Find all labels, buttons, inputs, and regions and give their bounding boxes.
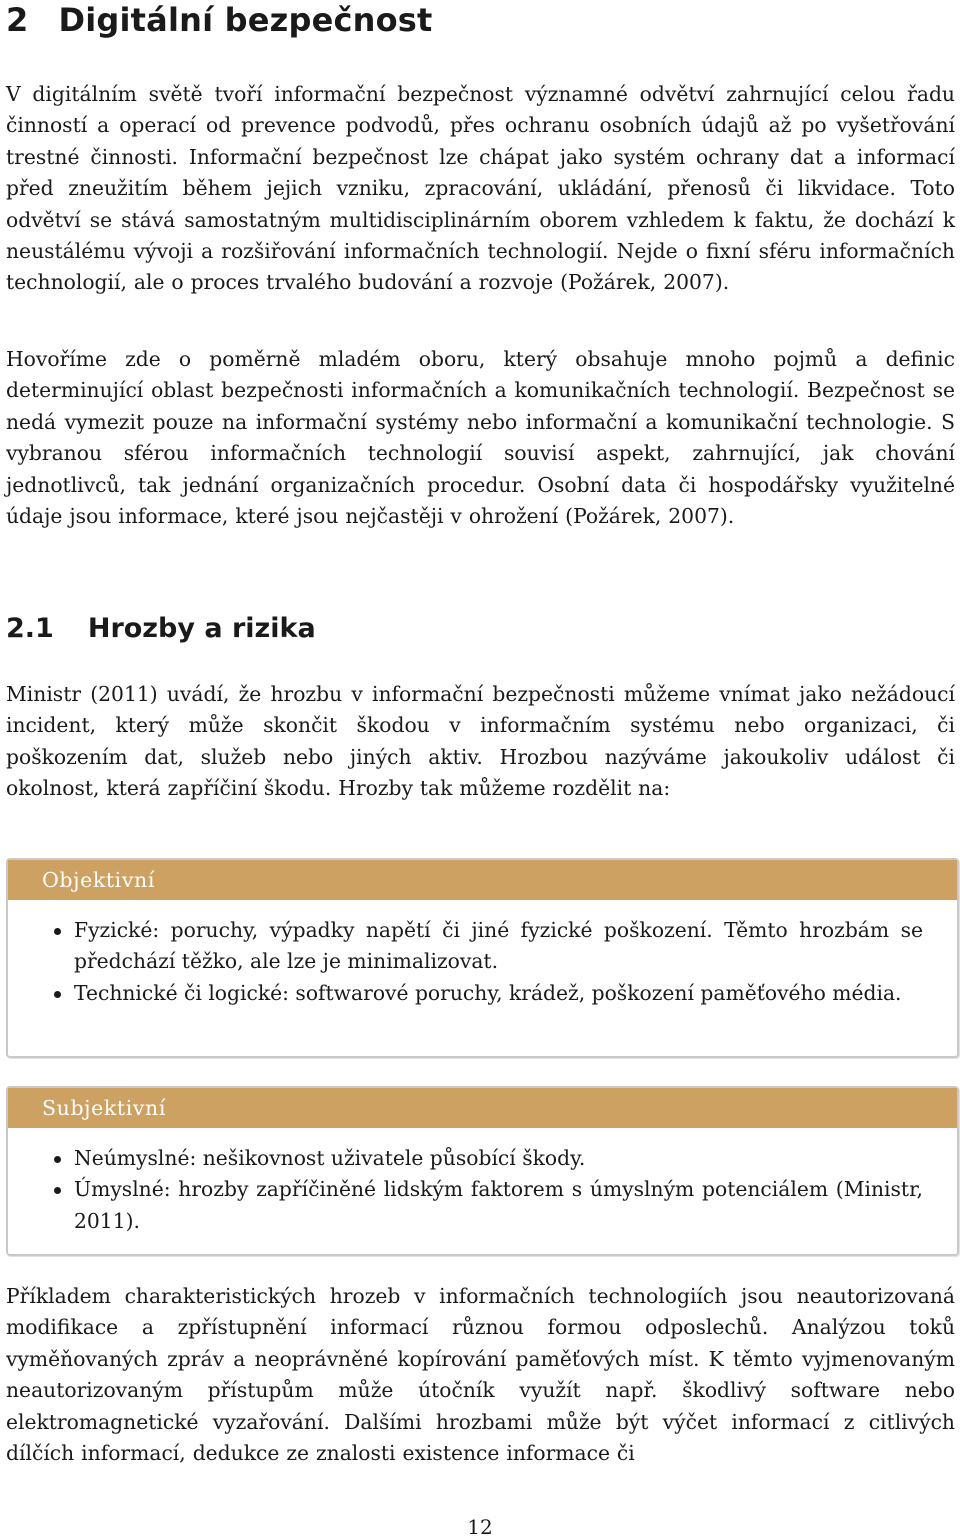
section-title: Hrozby a rizika: [87, 613, 316, 644]
chapter-heading: [6, 0, 433, 40]
chapter-title: Digitální bezpečnost: [58, 1, 433, 39]
page-number: 12: [467, 1515, 493, 1539]
paragraph-threats: Ministr (2011) uvádí, že hrozbu v informační bezpečnosti můžeme vnímat jako nežádoucí incident, který může skončit škodou v informačním systému nebo organizaci, či poškozením dat, služeb nebo jiných aktiv. Hrozbou nazýváme jakoukoliv událost či okolnost, která zapříčiní škodu. Hrozby tak můžeme rozdělit na:: [6, 682, 955, 801]
section-heading: [6, 612, 316, 646]
list-item: Neúmyslné: nešikovnost uživatele působící škody.: [74, 1143, 923, 1174]
box-title-subjective: Subjektivní: [8, 1088, 957, 1128]
objective-threats-box: [6, 858, 959, 1058]
subjective-threats-box: [6, 1086, 959, 1256]
paragraph-intro: V digitálním světě tvoří informační bezpečnost významné odvětví zahrnující celou řadu činností a operací od prevence podvodů, přes ochranu osobních údajů až po vyšetřování trestné činnosti. Informační bezpečnost lze chápat jako systém ochrany dat a informací před zneužitím během jejich vzniku, zpracování, ukládání, přenosů či likvidace. Toto odvětví se stává samostatným multidisciplinárním oborem vzhledem k faktu, že dochází k neustálému vývoji a rozšiřování informačních technologií. Nejde o fixní sféru informačních technologií, ale o proces trvalého budování a rozvoje (Požárek, 2007).: [6, 82, 955, 295]
section-number: 2.1: [6, 613, 54, 644]
box-title-objective: Objektivní: [8, 860, 957, 900]
paragraph-examples: Příkladem charakteristických hrozeb v informačních technologiích jsou neautorizovaná modifikace a zpřístupnění informací různou formou odposlechů. Analýzou toků vyměňovaných zpráv a neoprávněné kopírování paměťových míst. K těmto vyjmenovaným neautorizovaným přístupům může útočník využít např. škodlivý software nebo elektromagnetické vyzařování. Dalšími hrozbami může být výčet informací z citlivých dílčích informací, dedukce ze znalosti existence informace či: [6, 1284, 955, 1466]
subjective-threats-list: [8, 1143, 957, 1237]
list-item: Fyzické: poruchy, výpadky napětí či jiné fyzické poškození. Těmto hrozbám se předchází těžko, ale lze je minimalizovat.: [74, 915, 923, 978]
chapter-number: 2: [6, 1, 29, 39]
objective-threats-list: [8, 915, 957, 1009]
list-item: Technické či logické: softwarové poruchy, krádež, poškození paměťového média.: [74, 978, 923, 1009]
list-item: Úmyslné: hrozby zapříčiněné lidským faktorem s úmyslným potenciálem (Ministr, 2011).: [74, 1174, 923, 1237]
paragraph-field: Hovoříme zde o poměrně mladém oboru, který obsahuje mnoho pojmů a definic determinující oblast bezpečnosti informačních a komunikačních technologií. Bezpečnost se nedá vymezit pouze na informační systémy nebo informační a komunikační technologie. S vybranou sférou informačních technologií souvisí aspekt, zahrnující, jak chování jednotlivců, tak jednání organizačních procedur. Osobní data či hospodářsky využitelné údaje jsou informace, které jsou nejčastěji v ohrožení (Požárek, 2007).: [6, 347, 955, 529]
